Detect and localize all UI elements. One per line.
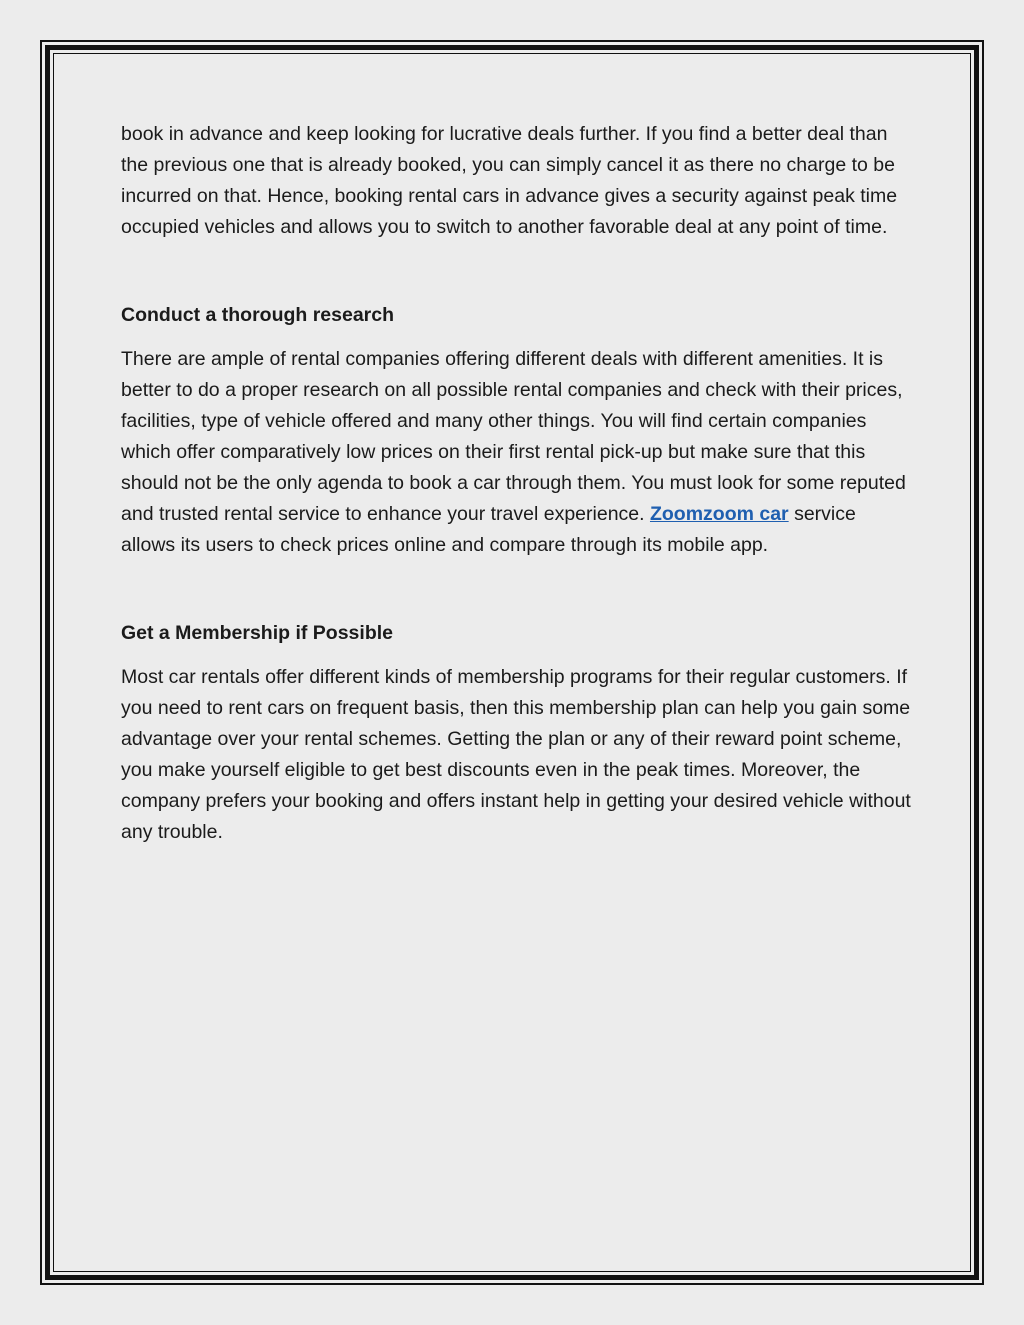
research-text-after-link: service allows its users to check prices online and compare through its mobile app. (121, 503, 856, 556)
research-text-before-link: There are ample of rental companies offering different deals with different amenities. It is better to do a proper research on all possible rental companies and check with their prices, facilities, type of vehicle offered and many other things. You will find certain companies which offer comparatively low prices on their first rental pick-up but make sure that this should not be the only agenda to book a car through them. You must look for some reputed and trusted rental service to enhance your travel experience. (121, 348, 906, 525)
intro-paragraph: book in advance and keep looking for lucrative deals further. If you find a better deal than the previous one that is already booked, you can simply cancel it as there no charge to be incurred on that. Hence, booking rental cars in advance gives a security against peak time occupied vehicles and allows you to switch to another favorable deal at any point of time. (121, 123, 898, 238)
membership-paragraph: Most car rentals offer different kinds of membership programs for their regular customers. If you need to rent cars on frequent basis, then this membership plan can help you gain some advantage over your rental schemes. Getting the plan or any of their reward point scheme, you make yourself eligible to get best discounts even in the peak times. Moreover, the company prefers your booking and offers instant help in getting your desired vehicle without any trouble. (121, 666, 911, 843)
section-heading-membership: Get a Membership if Possible (121, 622, 393, 644)
zoomzoom-car-link[interactable]: Zoomzoom car (649, 503, 789, 525)
section-heading-research: Conduct a thorough research (121, 304, 395, 326)
research-paragraph (121, 344, 911, 561)
document-body (121, 119, 911, 848)
